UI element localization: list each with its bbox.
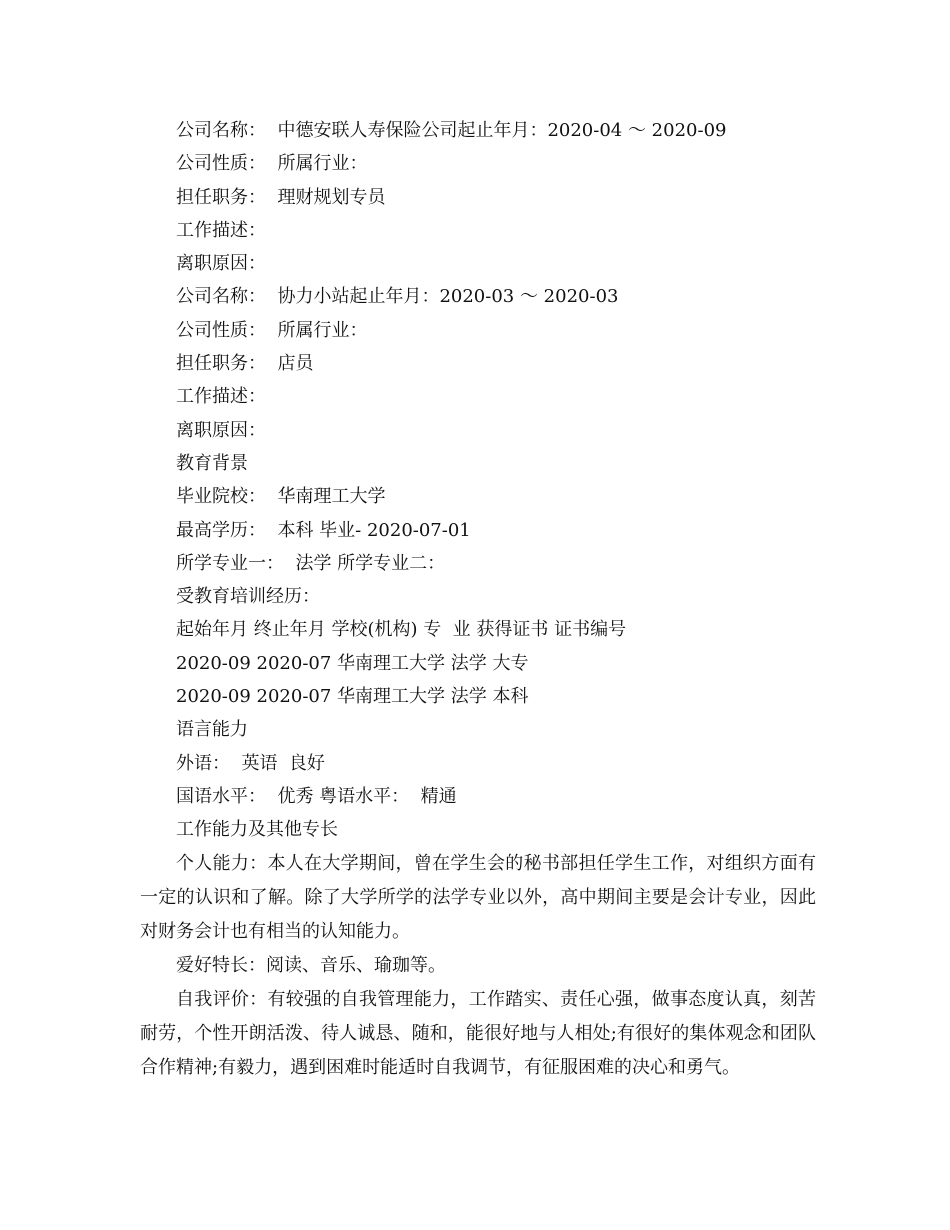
company-type-line-1: 公司性质： 所属行业： xyxy=(176,153,368,175)
personal-ability-paragraph: 个人能力：本人在大学期间，曾在学生会的秘书部担任学生工作，对组织方面有一定的认识和了解。除了大学所学的法学专业以外，高中期间主要是会计专业，因此对财务会计也有相当的认知能力。 xyxy=(140,852,816,942)
company-name-line-2: 公司名称： 协力小站起止年月：2020-03 ～ 2020-03 xyxy=(176,286,619,308)
document-body xyxy=(140,114,816,1085)
training-heading: 受教育培训经历： xyxy=(176,586,320,608)
training-row-2: 2020-09 2020-07 华南理工大学 法学 本科 xyxy=(176,686,529,708)
degree-line: 最高学历： 本科 毕业- 2020-07-01 xyxy=(176,519,471,541)
leave-reason-line-2: 离职原因： xyxy=(176,419,266,441)
job-description-line-1: 工作描述： xyxy=(176,219,266,241)
foreign-language-line: 外语： 英语 良好 xyxy=(176,752,325,774)
education-heading: 教育背景 xyxy=(176,452,248,474)
position-line-1: 担任职务： 理财规划专员 xyxy=(176,186,386,208)
self-evaluation-paragraph: 自我评价：有较强的自我管理能力，工作踏实、责任心强，做事态度认真，刻苦耐劳，个性开朗活泼、待人诚恳、随和，能很好地与人相处;有很好的集体观念和团队合作精神;有毅力，遇到困难时能适时自我调节，有征服困难的决心和勇气。 xyxy=(140,988,816,1078)
position-line-2: 担任职务： 店员 xyxy=(176,353,314,375)
major-line: 所学专业一： 法学 所学专业二： xyxy=(176,552,446,574)
hobbies-paragraph: 爱好特长：阅读、音乐、瑜珈等。 xyxy=(176,954,446,976)
leave-reason-line-1: 离职原因： xyxy=(176,253,266,275)
mandarin-cantonese-line: 国语水平： 优秀 粤语水平： 精通 xyxy=(176,785,457,807)
skills-heading: 工作能力及其他专长 xyxy=(176,819,338,841)
company-type-line-2: 公司性质： 所属行业： xyxy=(176,319,368,341)
job-description-line-2: 工作描述： xyxy=(176,386,266,408)
company-name-line-1: 公司名称： 中德安联人寿保险公司起止年月：2020-04 ～ 2020-09 xyxy=(176,120,727,141)
training-row-1: 2020-09 2020-07 华南理工大学 法学 大专 xyxy=(176,652,529,674)
language-heading: 语言能力 xyxy=(176,719,248,741)
school-line: 毕业院校： 华南理工大学 xyxy=(176,486,386,508)
training-table-header: 起始年月 终止年月 学校(机构) 专 业 获得证书 证书编号 xyxy=(176,619,627,641)
